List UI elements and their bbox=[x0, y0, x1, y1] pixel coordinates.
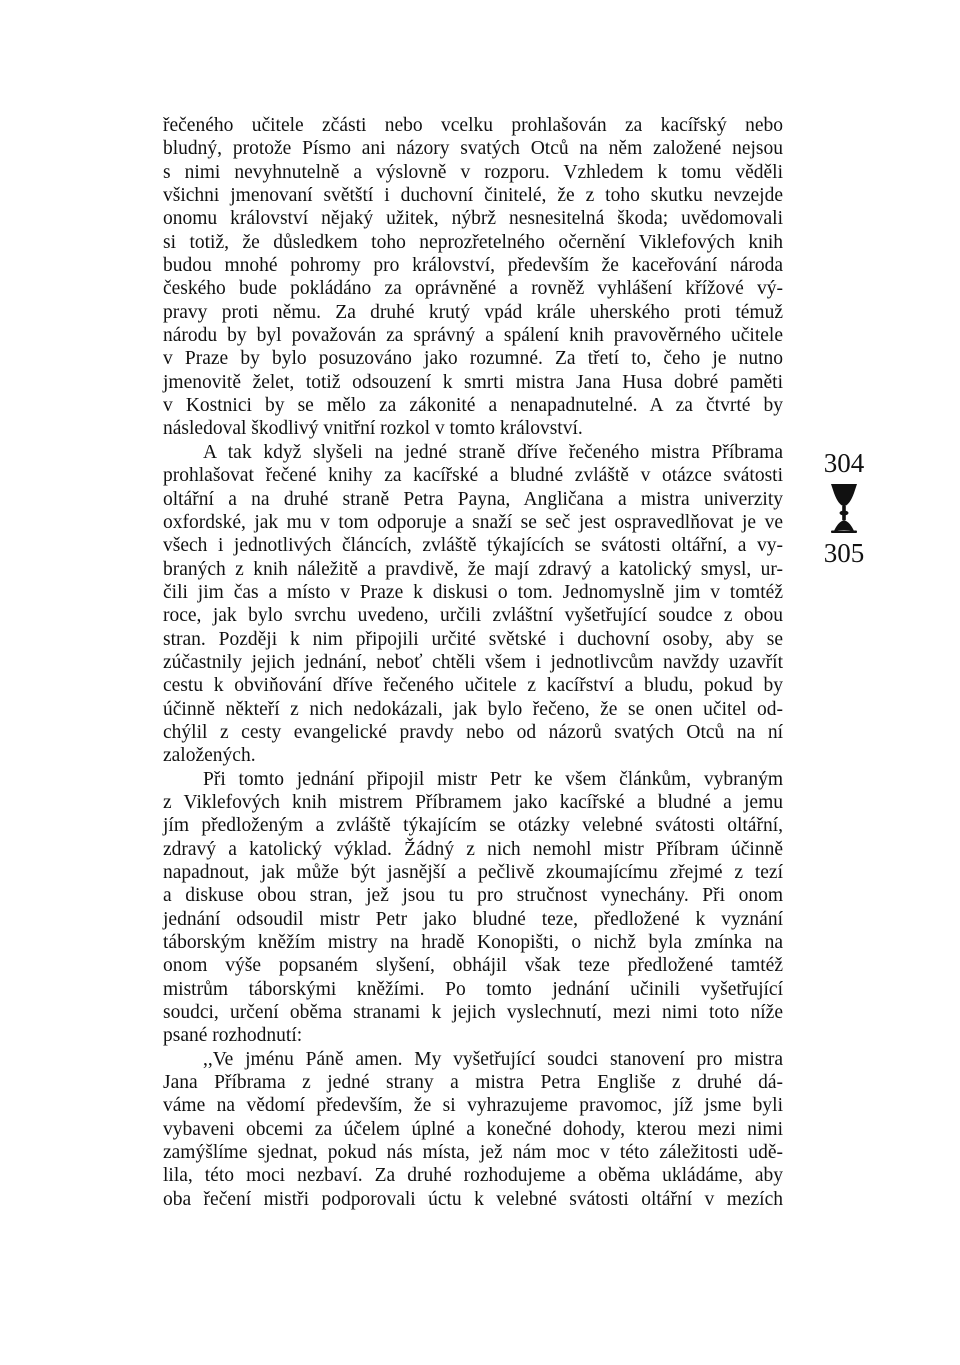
text-line: řečeného učitele zčásti nebo vcelku prohlašován za kacířský nebo bbox=[163, 115, 783, 136]
text-line: oltářní a na druhé straně Petra Payna, Angličana a mistra univerzity bbox=[163, 488, 783, 510]
text-line: roce, jak bylo svrchu uvedeno, určili zvláštní vyšetřující soudce z obou bbox=[163, 605, 783, 627]
text-line: soudci, určení oběma stranami k jejich vyslechnutí, mezi nimi toto níže bbox=[163, 1002, 783, 1024]
text-line: jmenovitě želet, totiž odsouzení k smrti mistra Jana Husa dobré paměti bbox=[163, 371, 783, 393]
text-line: a diskuse obou stran, jež jsou tu pro stručnost vynechány. Při onom bbox=[163, 885, 783, 907]
paragraph bbox=[163, 768, 783, 1048]
text-line: účinně někteří z nich nedokázali, jak bylo řečeno, že se onen učitel od- bbox=[163, 698, 783, 720]
text-line: zamýšlíme sjednat, pokud nás místa, jež nám moc v této záležitosti udě- bbox=[163, 1142, 783, 1164]
text-line: z Viklefových knih mistrem Příbramem jako kacířské a bludné a jemu bbox=[163, 791, 783, 813]
text-line: jednání odsoudil mistr Petr jako bludné teze, předložené k vyznání bbox=[163, 908, 783, 930]
text-line: A tak když slyšeli na jedné straně dříve řečeného mistra Příbrama bbox=[203, 441, 783, 463]
text-line: oba řečení mistři podporovali úctu k velebné svátosti oltářní v mezích bbox=[163, 1188, 783, 1210]
paragraph bbox=[163, 1048, 783, 1211]
text-line: mistrům táborskými kněžími. Po tomto jednání učinili vyšetřující bbox=[163, 978, 783, 1000]
paragraph bbox=[163, 441, 783, 768]
text-line: váme na vědomí především, že si vyhrazujeme pravomoc, jíž jsme byli bbox=[163, 1095, 783, 1117]
text-line: Jana Příbrama z jedné strany a mistra Petra Engliše z druhé dá- bbox=[163, 1072, 783, 1094]
page-number-lower: 305 bbox=[823, 538, 865, 568]
text-line: táborským kněžím mistry na hradě Konopišti, o nichž byla zmínka na bbox=[163, 932, 783, 954]
text-line: jím předloženým a zvláště týkajícím se otázky velebné svátosti oltářní, bbox=[163, 815, 783, 837]
text-line: českého bude pokládáno za oprávněné a rovněž vyhlášení křížové vý- bbox=[163, 278, 783, 300]
text-line: cestu k obviňování dříve řečeného učitele z kacířství a bludu, pokud by bbox=[163, 675, 783, 697]
text-line: stran. Později k nim připojili určité světské i duchovní osoby, aby se bbox=[163, 628, 783, 650]
text-line: oxfordské, jak mu v tom odporuje a snaží se seč jest ospravedlňovat je ve bbox=[163, 511, 783, 533]
text-line: lila, této moci nezbaví. Za druhé rozhodujeme a oběma ukládáme, aby bbox=[163, 1165, 783, 1187]
page-number-upper: 304 bbox=[823, 448, 865, 478]
text-line: onomu království nějaký užitek, nýbrž nesnesitelná škoda; uvědomovali bbox=[163, 208, 783, 230]
body-text bbox=[163, 114, 783, 1211]
text-line: si totiž, že důsledkem toho neprozřetelného očernění Viklefových knih bbox=[163, 231, 783, 253]
text-line: zdravý a katolický výklad. Žádný z nich nemohl mistr Příbram účinně bbox=[163, 838, 783, 860]
text-line: v Praze by bylo posuzováno jako rozumné. Za třetí to, čeho je nutno bbox=[163, 348, 783, 370]
text-line: Při tomto jednání připojil mistr Petr ke všem článkům, vybraným bbox=[203, 768, 783, 790]
text-line: bludný, protože Písmo ani názory svatých Otců na něm založené nejsou bbox=[163, 138, 783, 160]
text-line: všech i jednotlivých článcích, zvláště týkajících se svátosti oltářní, a vy- bbox=[163, 535, 783, 557]
chalice-icon bbox=[828, 482, 860, 534]
margin-page-marker bbox=[814, 448, 874, 568]
text-line: psané rozhodnutí: bbox=[163, 1025, 303, 1047]
text-line: čili jim čas a místo v Praze k diskusi o tom. Jednomyslně jim v tomtéž bbox=[163, 581, 783, 603]
text-line: vybaveni obcemi za účelem úplné a konečné dohody, kterou mezi nimi bbox=[163, 1118, 783, 1140]
text-line: pravy proti němu. Za druhé krutý vpád krále uherského proti témuž bbox=[163, 301, 783, 323]
paragraph bbox=[163, 114, 783, 441]
text-line: v Kostnici by se mělo za zákonité a nenapadnutelné. A za čtvrté by bbox=[163, 395, 783, 417]
text-line: onom výše popsaném slyšení, obhájil však teze předložené tamtéž bbox=[163, 955, 783, 977]
text-line: založených. bbox=[163, 745, 256, 767]
text-line: braných z knih náležitě a pravdivě, že mají zdravý a katolický smysl, ur- bbox=[163, 558, 783, 580]
text-line: budou mnohé pohromy pro království, především že kaceřování národa bbox=[163, 255, 783, 277]
text-line: ,,Ve jménu Páně amen. My vyšetřující soudci stanovení pro mistra bbox=[203, 1048, 783, 1070]
text-line: národu by byl považován za správný a spálení knih pravověrného učitele bbox=[163, 325, 783, 347]
text-line: napadnout, jak může být jasnější a pečlivě zkoumajícímu zřejmé z tezí bbox=[163, 862, 783, 883]
text-line: prohlašovat řečené knihy za kacířské a bludné zvláště v otázce svátosti bbox=[163, 465, 783, 487]
text-line: chýlil z cesty evangelické pravdy nebo od názorů svatých Otců na ní bbox=[163, 721, 783, 743]
text-line: zúčastnily jejich jednání, neboť chtěli všem i jednotlivcům navždy uzavřít bbox=[163, 651, 783, 673]
text-line: následoval škodlivý vnitřní rozkol v tomto království. bbox=[163, 418, 583, 440]
text-line: všichni jmenovaní světští i duchovní činitelé, že z toho skutku nevzejde bbox=[163, 185, 783, 207]
text-line: s nimi nevyhnutelně a výslovně v rozporu. Vzhledem k tomu věděli bbox=[163, 161, 783, 183]
